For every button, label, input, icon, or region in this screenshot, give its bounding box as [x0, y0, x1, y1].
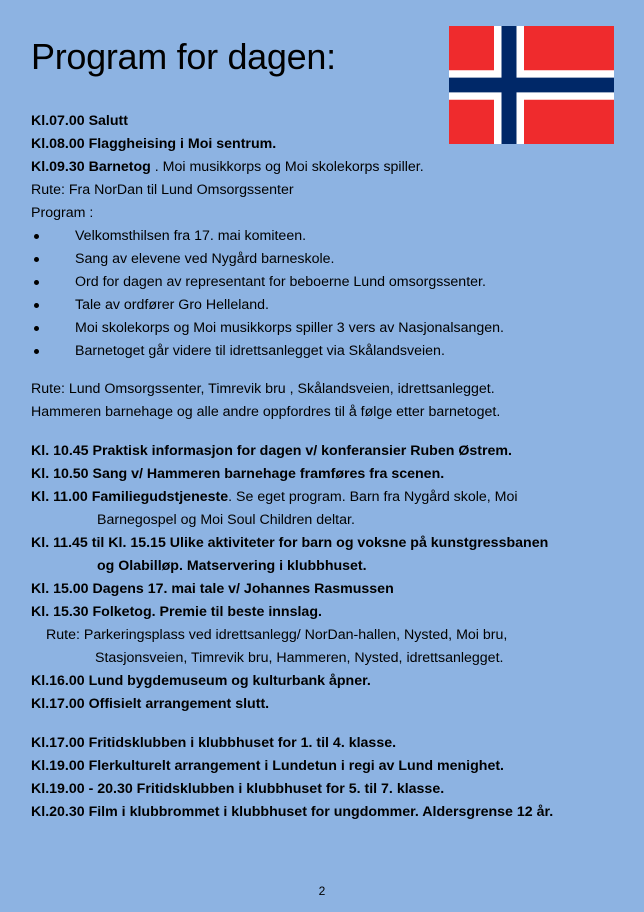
- schedule-line: Kl. 15.30 Folketog. Premie til beste innslag.: [31, 604, 322, 620]
- list-item: Ord for dagen av representant for beboerne Lund omsorgssenter.: [31, 271, 631, 294]
- schedule-line: Kl.16.00 Lund bygdemuseum og kulturbank åpner.: [31, 673, 371, 689]
- evening-line: Kl.19.00 Flerkulturelt arrangement i Lundetun i regi av Lund menighet.: [31, 758, 505, 774]
- route-line: Rute: Parkeringsplass ved idrettsanlegg/ NorDan-hallen, Nysted, Moi bru,: [46, 627, 508, 643]
- schedule-text: . Moi musikkorps og Moi skolekorps spiller.: [150, 159, 424, 175]
- page-title: Program for dagen:: [31, 36, 336, 77]
- schedule-line: Kl.08.00 Flaggheising i Moi sentrum.: [31, 136, 277, 152]
- list-item: Velkomsthilsen fra 17. mai komiteen.: [31, 225, 631, 248]
- evening-line: Kl.17.00 Fritidsklubben i klubbhuset for 1. til 4. klasse.: [31, 735, 397, 751]
- list-item: Sang av elevene ved Nygård barneskole.: [31, 248, 631, 271]
- program-label: Program :: [31, 205, 94, 221]
- schedule-time: Kl.09.30 Barnetog: [31, 159, 151, 175]
- schedule-line: [31, 156, 631, 179]
- schedule-line: Kl. 15.00 Dagens 17. mai tale v/ Johannes Rasmussen: [31, 581, 394, 597]
- program-list: [31, 225, 631, 363]
- route-line-cont: Stasjonsveien, Timrevik bru, Hammeren, Nysted, idrettsanlegget.: [95, 650, 504, 666]
- schedule-line: Kl. 10.45 Praktisk informasjon for dagen v/ konferansier Ruben Østrem.: [31, 443, 512, 459]
- evening-line: Kl.19.00 - 20.30 Fritidsklubben i klubbhuset for 5. til 7. klasse.: [31, 781, 445, 797]
- schedule-time: Kl. 11.00 Familiegudstjeneste: [31, 489, 229, 505]
- schedule-line-cont: og Olabilløp. Matservering i klubbhuset.: [97, 558, 367, 574]
- list-item: Moi skolekorps og Moi musikkorps spiller 3 vers av Nasjonalsangen.: [31, 317, 631, 340]
- schedule-line-cont: Barnegospel og Moi Soul Children deltar.: [97, 512, 355, 528]
- schedule-line: Kl. 10.50 Sang v/ Hammeren barnehage framføres fra scenen.: [31, 466, 445, 482]
- schedule-line: Kl.17.00 Offisielt arrangement slutt.: [31, 696, 270, 712]
- page-number: 2: [318, 884, 326, 898]
- route-line: Rute: Fra NorDan til Lund Omsorgssenter: [31, 182, 294, 198]
- evening-line: Kl.20.30 Film i klubbrommet i klubbhuset for ungdommer. Aldersgrense 12 år.: [31, 804, 554, 820]
- program-content: [31, 110, 631, 824]
- list-item: Tale av ordfører Gro Helleland.: [31, 294, 631, 317]
- schedule-text: . Se eget program. Barn fra Nygård skole, Moi: [228, 489, 518, 505]
- route-line: Rute: Lund Omsorgssenter, Timrevik bru , Skålandsveien, idrettsanlegget.: [31, 381, 495, 397]
- schedule-line: Kl. 11.45 til Kl. 15.15 Ulike aktiviteter for barn og voksne på kunstgressbanen: [31, 535, 549, 551]
- schedule-line: Kl.07.00 Salutt: [31, 113, 128, 129]
- route-line: Hammeren barnehage og alle andre oppfordres til å følge etter barnetoget.: [31, 404, 501, 420]
- schedule-line: [31, 486, 631, 509]
- list-item: Barnetoget går videre til idrettsanlegget via Skålandsveien.: [31, 340, 631, 363]
